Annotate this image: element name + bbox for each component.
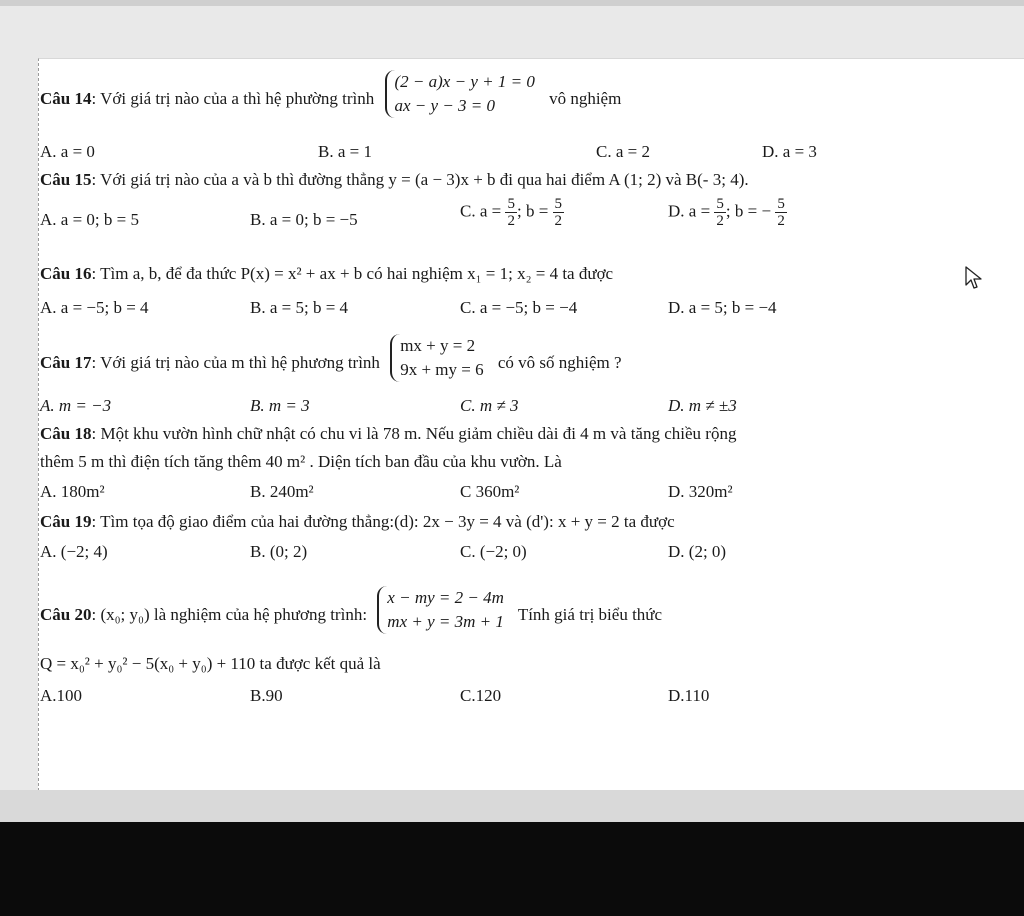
option-b: B. (0; 2) [250, 542, 308, 561]
option-d: D. a = 3 [762, 142, 817, 161]
option-c: C. (−2; 0) [460, 542, 527, 561]
option-mid: ; b = − [725, 201, 772, 221]
status-strip [0, 790, 1024, 822]
fraction [505, 196, 517, 229]
question-label: Câu 20 [40, 604, 92, 624]
fraction-num: 5 [777, 196, 785, 212]
option-mid: ; b = [516, 201, 549, 221]
question-text: : Tìm tọa độ giao điểm của hai đường thẳng:(d): 2x − 3y = 4 và (d'): x + y = 2 ta được [91, 512, 675, 531]
equation-line: x − my = 2 − 4m [387, 588, 504, 607]
screen-bezel [0, 822, 1024, 916]
question-label: Câu 15 [40, 170, 92, 189]
question-20 [40, 588, 663, 634]
question-16 [40, 264, 613, 284]
option-prefix: C. a = [460, 201, 502, 221]
question-text: : (x₀; y₀) là nghiệm của hệ phương trình: [91, 604, 368, 624]
fraction-den: 2 [507, 213, 515, 229]
fraction-num: 5 [554, 196, 563, 212]
question-15 [40, 170, 749, 190]
fraction-num: 5 [507, 196, 515, 212]
option-a: A. 180m² [40, 482, 105, 501]
fraction-den: 2 [554, 213, 563, 229]
question-label: Câu 19 [40, 512, 92, 531]
option-d: D. m ≠ ±3 [668, 396, 737, 415]
option-a: A. m = −3 [40, 396, 112, 415]
fraction [775, 196, 787, 229]
question-text: : Một khu vườn hình chữ nhật có chu vi là 78 m. Nếu giảm chiều dài đi 4 m và tăng chiều rộng [91, 424, 737, 443]
option-c: C.120 [460, 686, 502, 705]
equation-line: ax − y − 3 = 0 [394, 96, 496, 115]
option-b: B.90 [250, 686, 283, 705]
option-b: B. 240m² [250, 482, 314, 501]
mouse-pointer-icon [964, 266, 984, 290]
fraction-den: 2 [716, 213, 724, 229]
option-d: D. a = 5; b = −4 [668, 298, 777, 317]
equation-system [377, 586, 508, 634]
option-c [460, 196, 564, 229]
option-a: A. a = 0; b = 5 [40, 210, 139, 229]
equation-line: (2 − a)x − y + 1 = 0 [394, 72, 535, 91]
option-prefix: D. a = [668, 201, 711, 221]
option-a: A.100 [40, 686, 83, 705]
option-c: C. a = 2 [596, 142, 650, 161]
option-c: C. m ≠ 3 [460, 396, 519, 415]
question-tail: Tính giá trị biểu thức [517, 604, 663, 624]
equation-line: mx + y = 3m + 1 [387, 612, 504, 631]
question-17 [40, 336, 622, 382]
question-19 [40, 512, 675, 532]
question-text: : Với giá trị nào của a thì hệ phường trình [91, 88, 375, 108]
option-b: B. a = 5; b = 4 [250, 298, 349, 317]
fraction-num: 5 [716, 196, 724, 212]
question-text: : Với giá trị nào của m thì hệ phương trình [91, 352, 380, 372]
fraction [553, 196, 565, 229]
fraction [714, 196, 726, 229]
option-d [668, 196, 787, 229]
option-a: A. a = −5; b = 4 [40, 298, 149, 317]
question-18 [40, 424, 736, 444]
option-d: D.110 [668, 686, 710, 705]
equation-system [390, 334, 487, 382]
option-b: B. a = 0; b = −5 [250, 210, 358, 229]
option-b: B. m = 3 [250, 396, 310, 415]
equation-line: 9x + my = 6 [400, 360, 484, 379]
question-text: : Với giá trị nào của a và b thì đường thẳng y = (a − 3)x + b đi qua hai điểm A (1; 2) và B(- 3; 4). [91, 170, 749, 189]
option-d: D. (2; 0) [668, 542, 727, 561]
equation-system [385, 70, 539, 118]
question-tail: vô nghiệm [549, 88, 622, 108]
option-b: B. a = 1 [318, 142, 372, 161]
fraction-den: 2 [777, 213, 785, 229]
question-label: Câu 18 [40, 424, 92, 443]
option-c: C. a = −5; b = −4 [460, 298, 578, 317]
question-label: Câu 17 [40, 352, 92, 372]
question-label: Câu 16 [40, 264, 92, 283]
question-label: Câu 14 [40, 88, 92, 108]
option-d: D. 320m² [668, 482, 733, 501]
window-top-bar [0, 0, 1024, 6]
question-14 [40, 72, 622, 118]
option-a: A. (−2; 4) [40, 542, 108, 561]
option-a: A. a = 0 [40, 142, 95, 161]
equation-line: mx + y = 2 [400, 336, 476, 355]
question-20-line-2: Q = x₀² + y₀² − 5(x₀ + y₀) + 110 ta được kết quả là [40, 654, 381, 673]
question-18-line-2: thêm 5 m thì điện tích tăng thêm 40 m² . Diện tích ban đầu của khu vườn. Là [40, 452, 562, 471]
option-c: C 360m² [460, 482, 520, 501]
question-text: : Tìm a, b, để đa thức P(x) = x² + ax + b có hai nghiệm x₁ = 1; x₂ = 4 ta được [91, 264, 614, 283]
question-tail: có vô số nghiệm ? [497, 352, 622, 372]
